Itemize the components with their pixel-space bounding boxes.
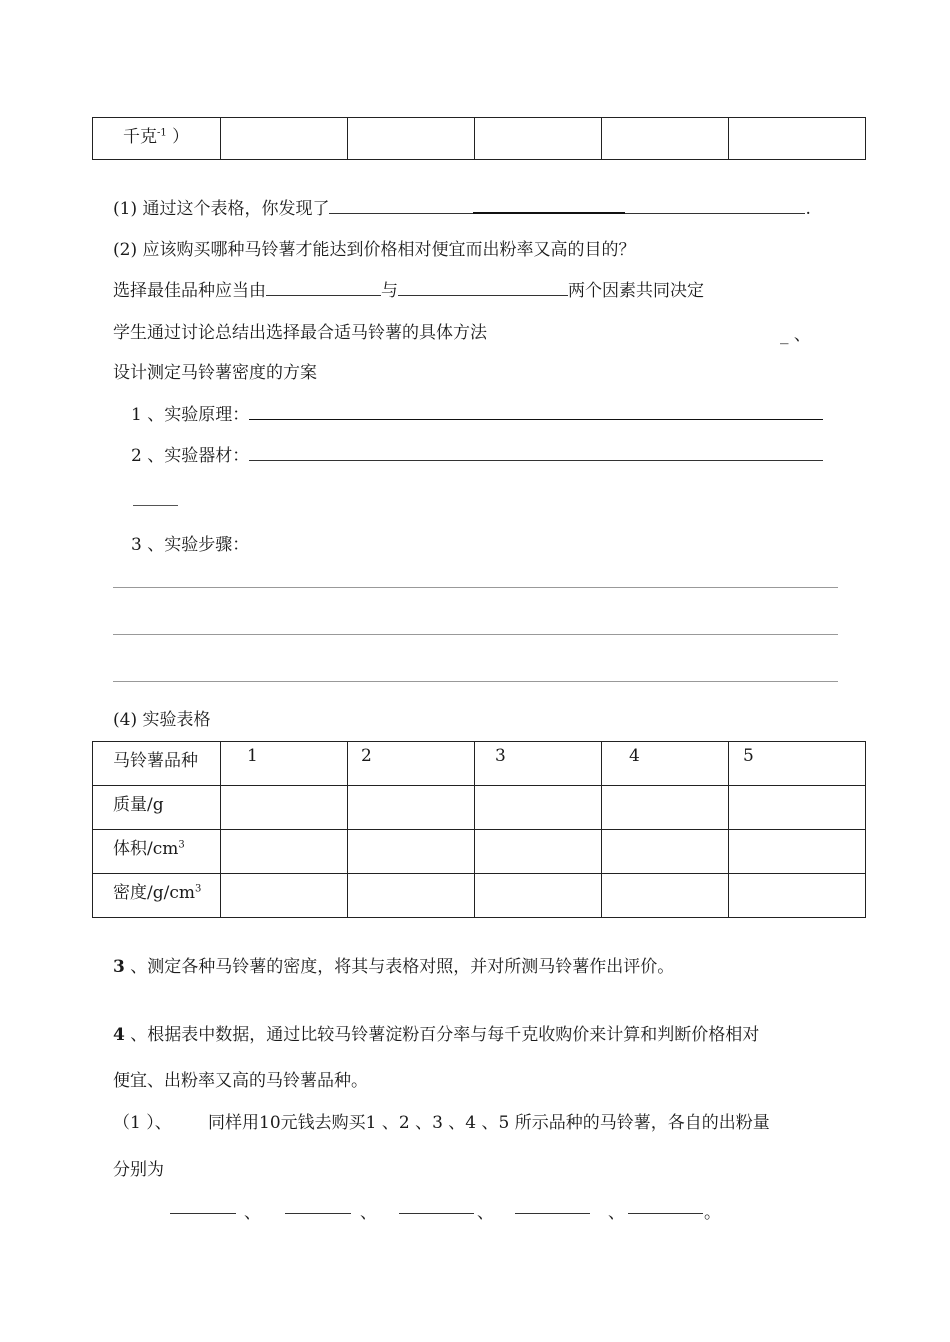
design-title: 设计测定马铃薯密度的方案 (113, 363, 317, 383)
discuss-tail: _ 、 (780, 325, 811, 345)
top-table-cell[interactable] (348, 118, 475, 160)
discuss-text: 学生通过讨论总结出选择最合适马铃薯的具体方法 (113, 323, 487, 343)
answer-blank-4[interactable] (515, 1201, 590, 1214)
item-3-text: 、测定各种马铃薯的密度，将其与表格对照，并对所测马铃薯作出评价。 (124, 957, 675, 977)
procedure-line-3[interactable] (113, 681, 838, 682)
item-4-line-1 (113, 1020, 759, 1045)
question-1-label: (1) 通过这个表格，你发现了 (113, 199, 330, 219)
table-cell[interactable] (475, 874, 602, 918)
experiment-table (92, 741, 866, 918)
choose-prefix: 选择最佳品种应当由 (113, 281, 266, 301)
question-4: (4) 实验表格 (113, 710, 211, 730)
question-1-blank-a[interactable] (329, 196, 473, 214)
answer-blank-5[interactable] (628, 1201, 703, 1214)
row-label-volume-sup: 3 (178, 839, 185, 851)
table-cell[interactable] (221, 830, 348, 874)
step-principle-blank[interactable] (249, 402, 823, 420)
table-header-cell (221, 742, 348, 786)
top-table-unit-sup: -1 (157, 127, 167, 139)
step-principle (131, 400, 823, 425)
step-equipment-blank[interactable] (249, 443, 823, 461)
step-equipment-blank-continued[interactable] (133, 505, 178, 506)
top-table-cell[interactable] (221, 118, 348, 160)
item-4-number: 4 (113, 1025, 125, 1045)
item-3 (113, 952, 674, 977)
row-label-cell (93, 830, 221, 874)
table-header-cell (93, 742, 221, 786)
table-header-cell (348, 742, 475, 786)
top-table-cell[interactable] (602, 118, 729, 160)
step-equipment (131, 441, 823, 466)
top-table (92, 117, 866, 160)
top-table-unit-suffix: ） (166, 127, 190, 147)
choose-mid: 与 (381, 281, 398, 301)
choose-blank-1[interactable] (266, 278, 381, 296)
top-table-unit: 千克 (123, 127, 157, 147)
question-1-blank-c[interactable] (625, 196, 805, 214)
answer-blank-2[interactable] (285, 1201, 351, 1214)
answer-sep-1: 、 (244, 1203, 261, 1223)
step-principle-label: 1 、实验原理： (131, 405, 250, 425)
table-row (93, 874, 866, 918)
table-cell[interactable] (221, 786, 348, 830)
sub-1-text: 同样用10元钱去购买1 、2 、3 、4 、5 所示品种的马铃薯，各自的出粉量 (208, 1113, 770, 1133)
step-equipment-label: 2 、实验器材： (131, 446, 250, 466)
row-label-density-sup: 3 (194, 883, 202, 895)
table-cell[interactable] (475, 830, 602, 874)
row-label-volume: 体积/cm (113, 839, 179, 859)
header-col-3: 3 (495, 746, 506, 766)
sub-1-line-2: 分别为 (113, 1160, 164, 1180)
table-cell[interactable] (221, 874, 348, 918)
table-cell[interactable] (602, 874, 729, 918)
table-cell[interactable] (348, 830, 475, 874)
table-row (93, 830, 866, 874)
header-col-1: 1 (247, 746, 258, 766)
row-label-cell (93, 874, 221, 918)
step-procedure-label: 3 、实验步骤： (131, 535, 250, 555)
header-col-4: 4 (629, 746, 640, 766)
answer-end: 。 (704, 1203, 721, 1223)
row-label-cell (93, 786, 221, 830)
choose-line (113, 276, 704, 301)
row-label-mass: 质量/g (113, 795, 164, 815)
procedure-line-1[interactable] (113, 587, 838, 588)
table-cell[interactable] (729, 786, 866, 830)
choose-suffix: 两个因素共同决定 (568, 281, 704, 301)
table-cell[interactable] (602, 830, 729, 874)
table-cell[interactable] (348, 786, 475, 830)
top-table-cell[interactable] (729, 118, 866, 160)
table-cell[interactable] (729, 874, 866, 918)
answer-sep-2: 、 (360, 1203, 377, 1223)
question-1-blank-b[interactable] (473, 195, 625, 214)
table-row (93, 786, 866, 830)
table-cell[interactable] (602, 786, 729, 830)
header-col-5: 5 (743, 746, 754, 766)
answer-sep-3: 、 (477, 1203, 494, 1223)
table-cell[interactable] (475, 786, 602, 830)
question-1-end: . (805, 199, 811, 219)
procedure-line-2[interactable] (113, 634, 838, 635)
answer-blank-3[interactable] (399, 1201, 474, 1214)
answer-sep-4: 、 (608, 1203, 625, 1223)
answer-blank-1[interactable] (170, 1201, 236, 1214)
question-1 (113, 194, 811, 219)
table-header-cell (602, 742, 729, 786)
top-table-cell (93, 118, 221, 160)
item-3-number: 3 (113, 957, 125, 977)
question-2: (2) 应该购买哪种马铃薯才能达到价格相对便宜而出粉率又高的目的？ (113, 240, 636, 260)
table-cell[interactable] (729, 830, 866, 874)
header-variety: 马铃薯品种 (113, 751, 198, 771)
item-4-line-2: 便宜、出粉率又高的马铃薯品种。 (113, 1071, 368, 1091)
top-table-cell[interactable] (475, 118, 602, 160)
header-col-2: 2 (361, 746, 372, 766)
sub-1-label: （1 ）、 (113, 1113, 172, 1133)
table-cell[interactable] (348, 874, 475, 918)
table-header-cell (729, 742, 866, 786)
item-4-text: 、根据表中数据，通过比较马铃薯淀粉百分率与每千克收购价来计算和判断价格相对 (124, 1025, 760, 1045)
choose-blank-2[interactable] (398, 278, 568, 296)
table-header-cell (475, 742, 602, 786)
row-label-density: 密度/g/cm (113, 883, 195, 903)
